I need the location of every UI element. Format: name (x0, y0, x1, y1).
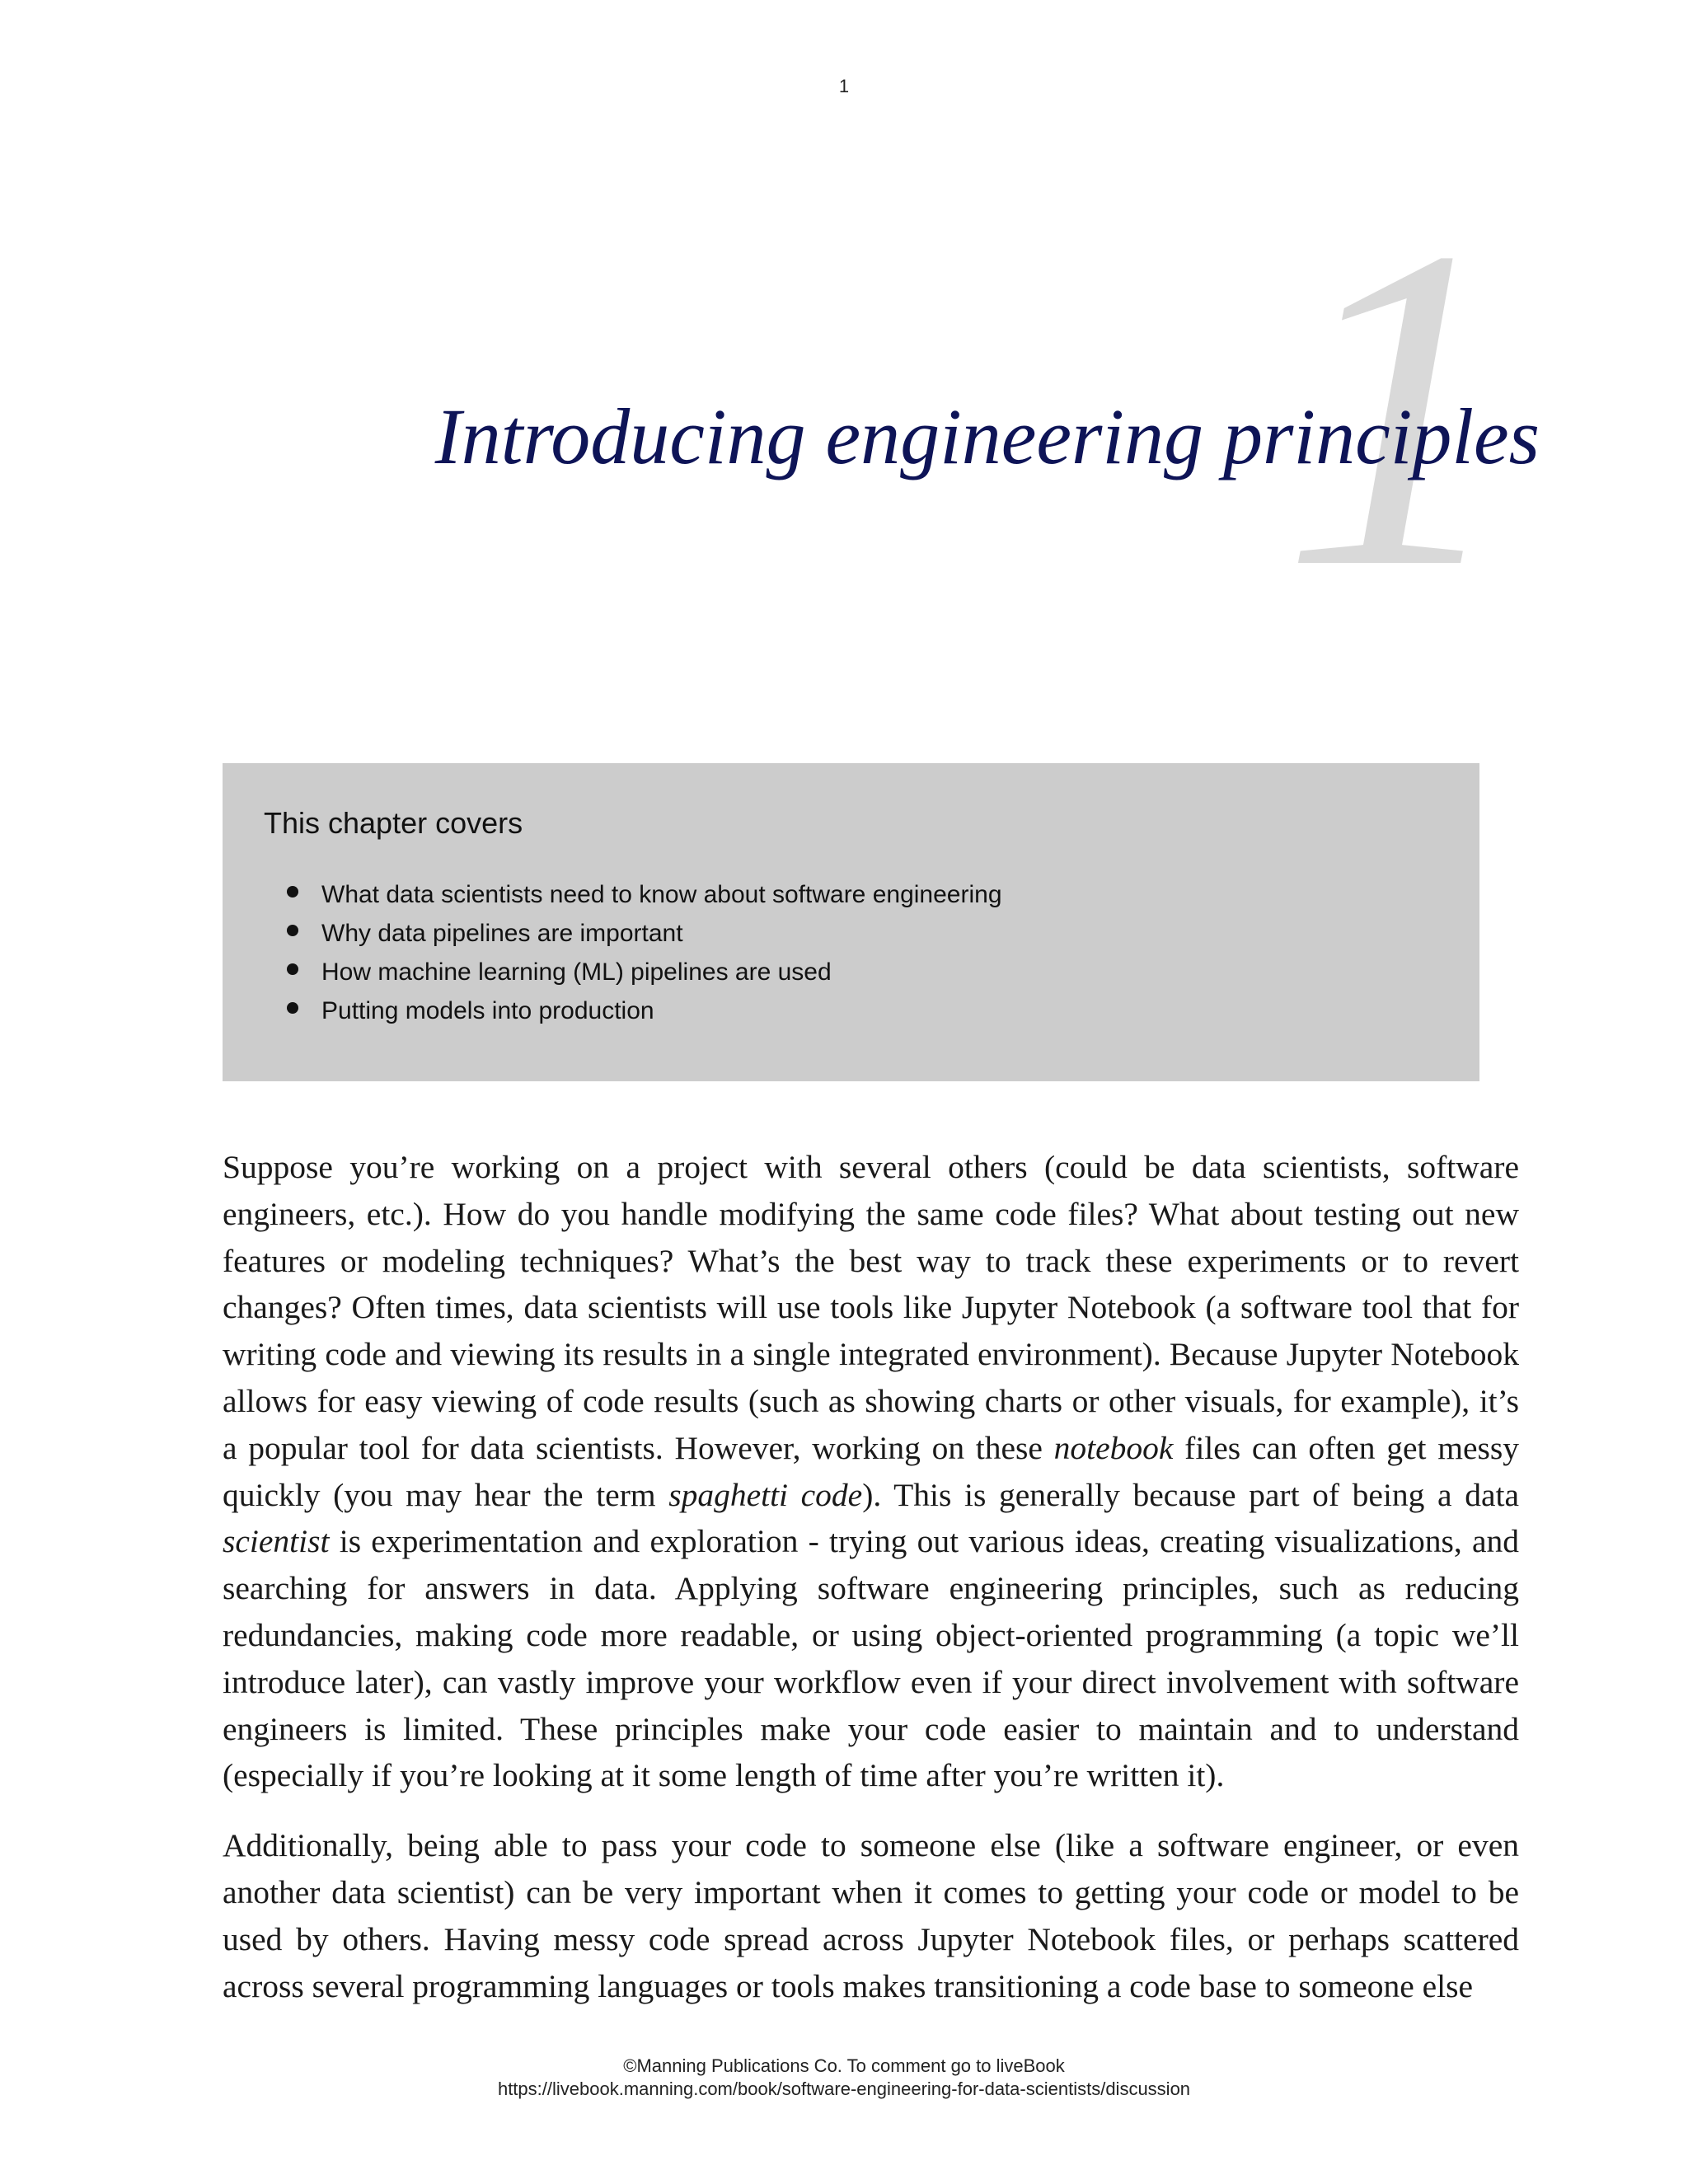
chapter-covers-heading: This chapter covers (264, 806, 523, 840)
paragraph-1: Suppose you’re working on a project with several others (could be data scientists, software engineers, etc.). How do you handle modifying the same code files? What about testing out new features or modeling techniques? What’s the best way to track these experiments or to revert changes? Often times, data scientists will use tools like Jupyter Notebook (a software tool that for writing code and viewing its results in a single integrated environment). Because Jupyter Notebook allows for easy viewing of code results (such as showing charts or other visuals, for example), it’s a popular tool for data scientists. However, working on these notebook files can often get messy quickly (you may hear the term spaghetti code). This is generally because part of being a data scientist is experimentation and exploration - trying out various ideas, creating visualizations, and searching for answers in data. Applying software engineering principles, such as reducing redundancies, making code more readable, or using object-oriented programming (a topic we’ll introduce later), can vastly improve your workflow even if your direct involvement with software engineers is limited. These principles make your code easier to maintain and to understand (especially if you’re looking at it some length of time after you’re written it). (223, 1149, 1519, 1794)
paragraph-2: Additionally, being able to pass your code to someone else (like a software engineer, or even another data scientist) can be very important when it comes to getting your code or model to be used by others. Having messy code spread across Jupyter Notebook files, or perhaps scattered across several programming languages or tools makes transitioning a code base to someone else (223, 1827, 1519, 2004)
page-number: 1 (838, 76, 850, 96)
footer-copyright: ©Manning Publications Co. To comment go to liveBook (623, 2055, 1065, 2076)
bullet-icon (287, 925, 298, 936)
page-footer (0, 2055, 1688, 2101)
emphasis-scientist: scientist (223, 1523, 330, 1560)
list-item-text: Putting models into production (321, 997, 654, 1024)
chapter-covers-box (223, 763, 1479, 1081)
body-text (223, 1144, 1519, 2032)
footer-url[interactable]: https://livebook.manning.com/book/software-engineering-for-data-scientists/discussion (497, 2079, 1191, 2099)
chapter-title: Introducing engineering principles (434, 392, 1540, 480)
emphasis-notebook: notebook (1053, 1429, 1174, 1466)
emphasis-spaghetti-code: spaghetti code (668, 1476, 863, 1513)
chapter-number: 1 (1282, 152, 1512, 663)
bullet-icon (287, 1002, 298, 1014)
bullet-icon (287, 963, 298, 975)
chapter-covers-list (264, 875, 1438, 1030)
list-item (287, 953, 1438, 991)
bullet-icon (287, 886, 298, 898)
list-item-text: How machine learning (ML) pipelines are used (321, 958, 832, 986)
list-item (287, 914, 1438, 953)
list-item-text: Why data pipelines are important (321, 920, 683, 947)
list-item (287, 991, 1438, 1030)
list-item (287, 875, 1438, 914)
list-item-text: What data scientists need to know about software engineering (321, 881, 1002, 908)
